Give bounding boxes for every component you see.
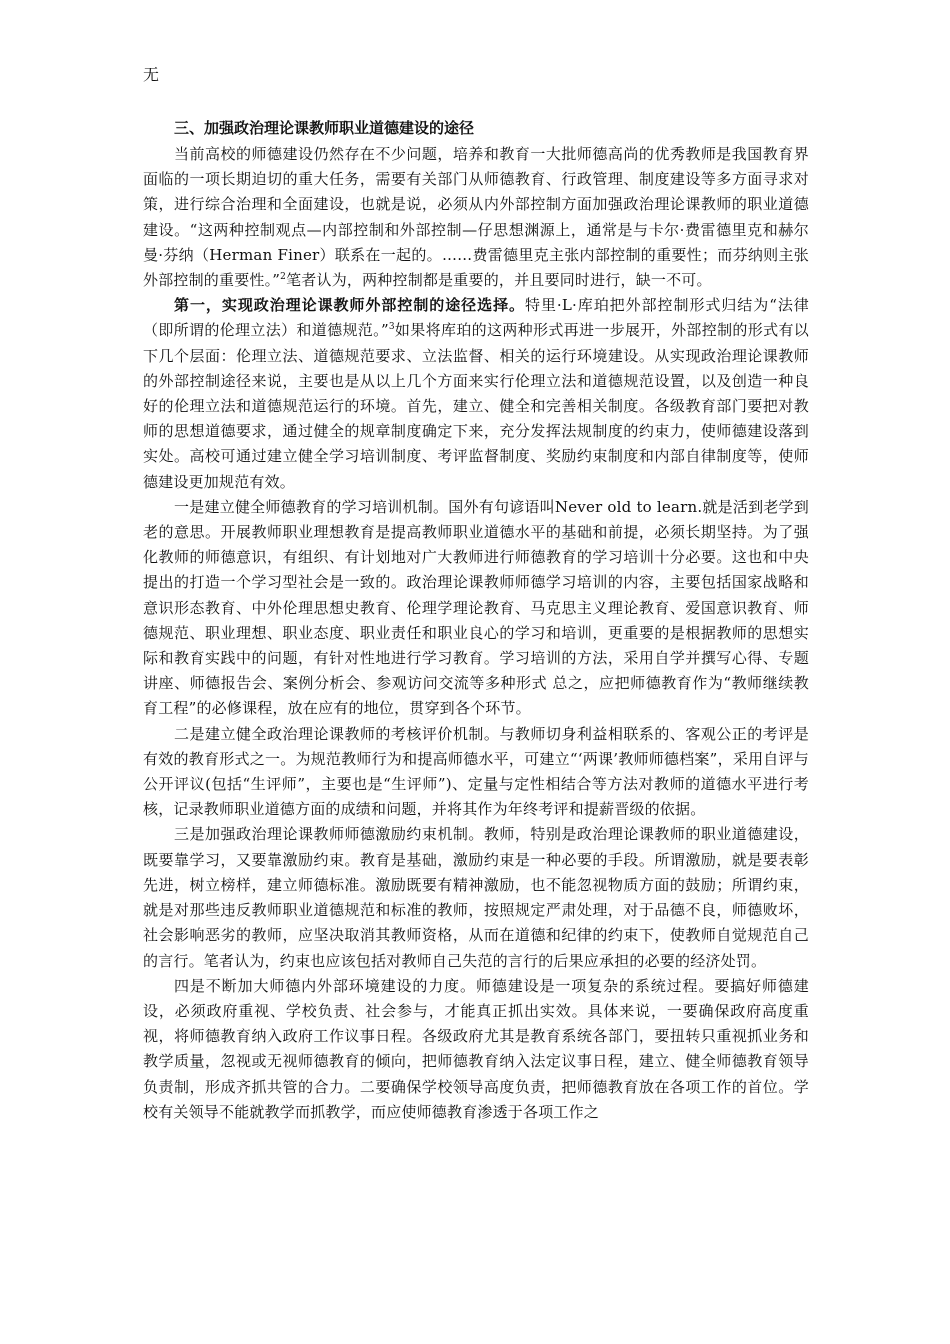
body-paragraph-environment: 四是不断加大师德内外部环境建设的力度。师德建设是一项复杂的系统过程。要搞好师德建设，必须政府重视、学校负责、社会参与，才能真正抓出实效。具体来说，一要确保政府高度重视，将师德教育纳入政府工作议事日程。各级政府尤其是教育系统各部门，要扭转只重视抓业务和教学质量，忽视或无视师德教育的倾向，把师德教育纳入法定议事日程，建立、健全师德教育领导负责制，形成齐抓共管的合力。二要确保学校领导高度负责，把师德教育放在各项工作的首位。学校有关领导不能就教学而抓教学，而应使师德教育渗透于各项工作之: [143, 976, 809, 1121]
section-heading: 三、加强政治理论课教师职业道德建设的途径: [174, 119, 475, 137]
document-section: [143, 114, 809, 1125]
first-point-lead: 第一，实现政治理论课教师外部控制的途径选择。: [174, 296, 525, 315]
first-point-paragraph: [143, 293, 809, 495]
body-paragraph-evaluation: 二是建立健全政治理论课教师的考核评价机制。与教师切身利益相联系的、客观公正的考评是有效的教育形式之一。为规范教师行为和提高师德水平，可建立“‘两课’教师师德档案”，采用自评与公开评议(包括“生评师”，主要也是“生评师”)、定量与定性相结合等方法对教师的道德水平进行考核，记录教师职业道德方面的成绩和问题，并将其作为年终考评和提薪晋级的依据。: [143, 724, 809, 819]
page-header-mark: 无: [143, 65, 160, 84]
footnote-marker: 2: [280, 272, 287, 283]
intro-text-continued: 笔者认为，两种控制都是重要的，并且要同时进行，缺一不可。: [286, 271, 712, 290]
intro-text: 当前高校的师德建设仍然存在不少问题，培养和教育一大批师德高尚的优秀教师是我国教育界面临的一项长期迫切的重大任务，需要有关部门从师德教育、行政管理、制度建设等多方面寻求对策，进行综合治理和全面建设，也就是说，必须从内外部控制方面加强政治理论课教师的职业道德建设。“这两种控制观点—内部控制和外部控制—仔思想渊源上，通常是与卡尔·费雷德里克和赫尔曼·芬纳（Herman Finer）联系在一起的。……费雷德里克主张内部控制的重要性；而芬纳则主张外部控制的重要性。”: [143, 145, 809, 290]
footnote-marker: 3: [388, 322, 395, 333]
intro-paragraph: [143, 142, 809, 293]
body-paragraph-incentive: 三是加强政治理论课教师师德激励约束机制。教师，特别是政治理论课教师的职业道德建设，既要靠学习，又要靠激励约束。教育是基础，激励约束是一种必要的手段。所谓激励，就是要表彰先进，树立榜样，建立师德标准。激励既要有精神激励，也不能忽视物质方面的鼓励；所谓约束，就是对那些违反教师职业道德规范和标准的教师，按照规定严肃处理，对于品德不良，师德败坏，社会影响恶劣的教师，应坚决取消其教师资格，从而在道德和纪律的约束下，使教师自觉规范自己的言行。笔者认为，约束也应该包括对教师自己失范的言行的后果应承担的必要的经济处罚。: [143, 825, 809, 970]
first-point-text-continued: 如果将库珀的这两种形式再进一步展开，外部控制的形式有以下几个层面：伦理立法、道德规范要求、立法监督、相关的运行环境建设。从实现政治理论课教师的外部控制途径来说，主要也是从以上几个方面来实行伦理立法和道德规范设置，以及创造一种良好的伦理立法和道德规范运行的环境。首先，建立、健全和完善相关制度。各级教育部门要把对教师的思想道德要求，通过健全的规章制度确定下来，充分发挥法规制度的约束力，使师德建设落到实处。高校可通过建立健全学习培训制度、考评监督制度、奖励约束制度和内部自律制度等，使师德建设更加规范有效。: [143, 321, 810, 491]
first-point-text: 特里·L·库珀把外部控制形式归结为“法律（即所谓的伦理立法）和道德规范。”: [143, 296, 809, 340]
body-paragraph-training: 一是建立健全师德教育的学习培训机制。国外有句谚语叫Never old to learn.就是活到老学到老的意思。开展教师职业理想教育是提高教师职业道德水平的基础和前提，必须长期坚持。为了强化教师的师德意识，有组织、有计划地对广大教师进行师德教育的学习培训十分必要。这也和中央提出的打造一个学习型社会是一致的。政治理论课教师师德学习培训的内容，主要包括国家战略和意识形态教育、中外伦理思想史教育、伦理学理论教育、马克思主义理论教育、爱国意识教育、师德规范、职业理想、职业态度、职业责任和职业良心的学习和培训，更重要的是根据教师的思想实际和教育实践中的问题，有针对性地进行学习教育。学习培训的方法，采用自学并撰写心得、专题讲座、师德报告会、案例分析会、参观访问交流等多种形式 总之，应把师德教育作为“教师继续教育工程”的必修课程，放在应有的地位，贯穿到各个环节。: [143, 497, 809, 718]
